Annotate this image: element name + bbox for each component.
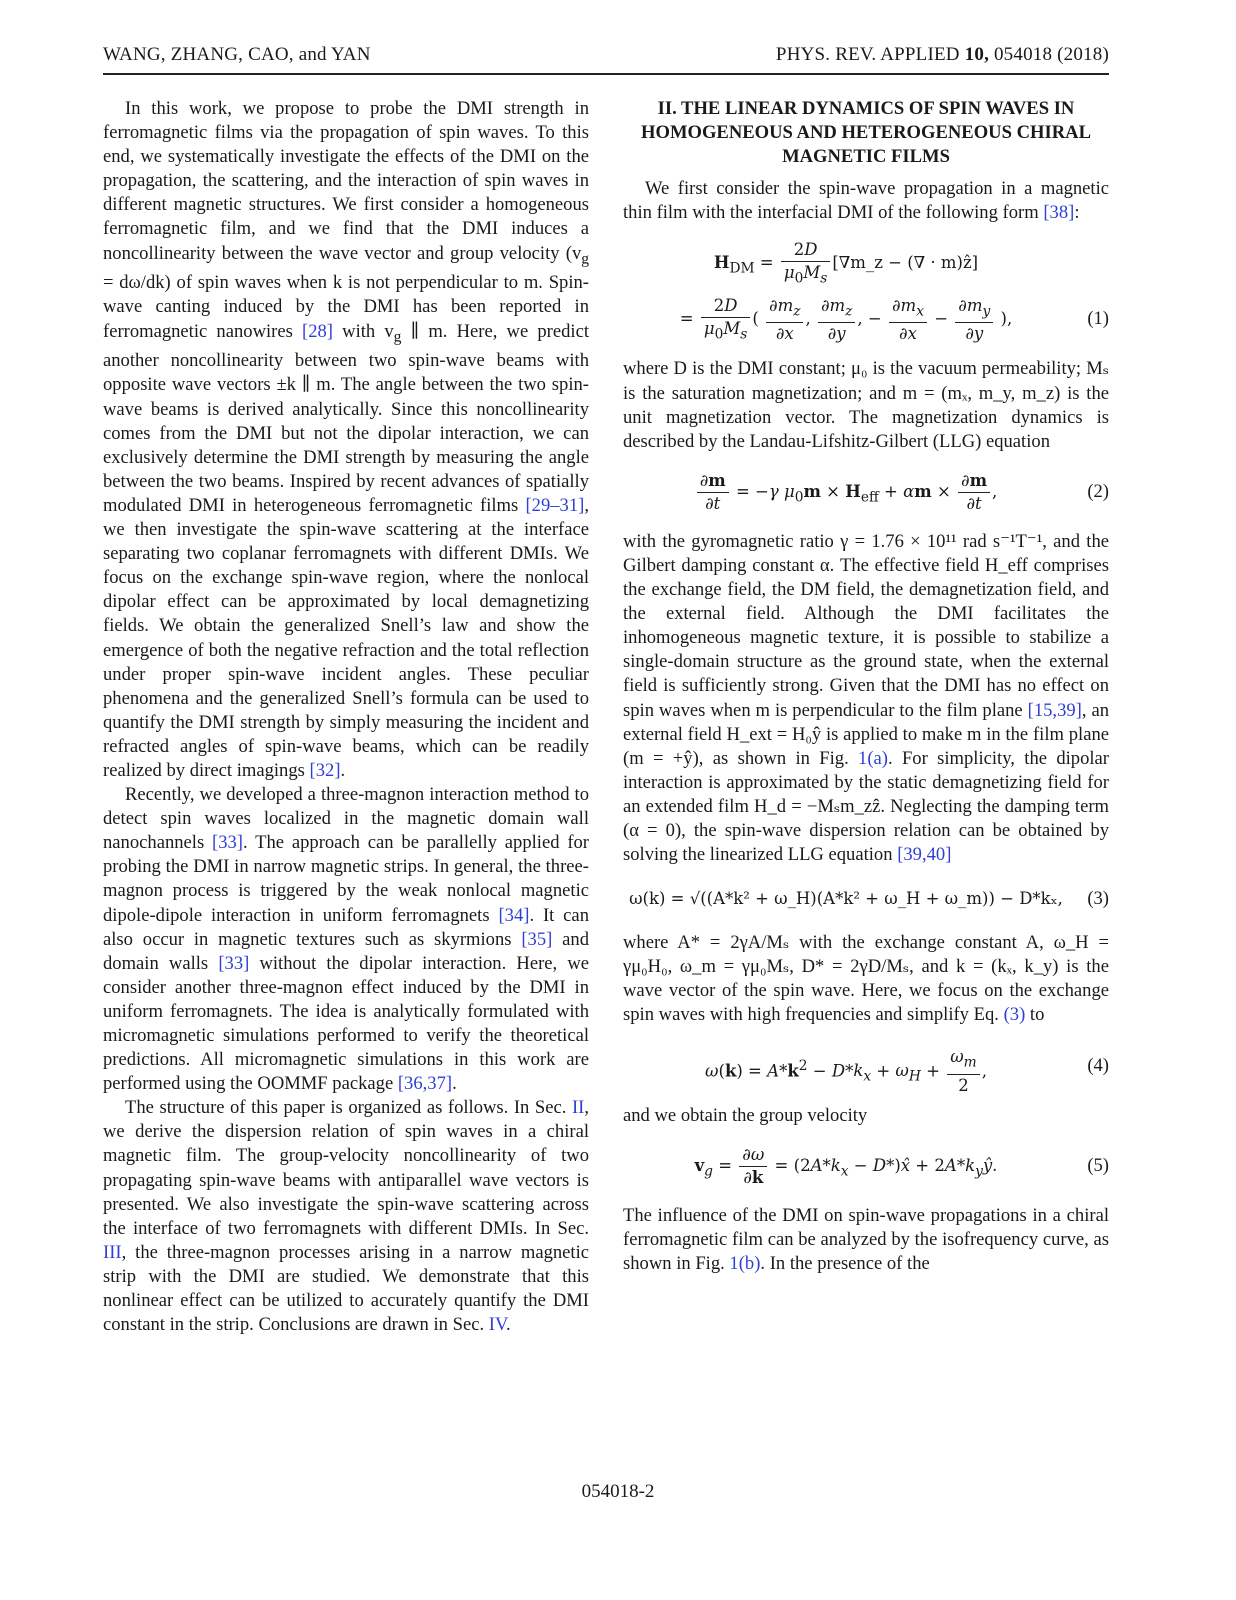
header-authors: WANG, ZHANG, CAO, and YAN: [103, 44, 371, 65]
ref-link[interactable]: [33]: [212, 832, 243, 854]
ref-link[interactable]: [35]: [521, 928, 553, 950]
equation-number: (2): [1087, 480, 1109, 502]
ref-link[interactable]: 39]: [1057, 699, 1082, 721]
equation-1: $H_{DM}$ = $\frac{2D}{\mu_0M_s}$ [∇m_z − (∇ · m)ẑ] = $\frac{2D}{\mu_0M_s}$ ( $\frac{\partial m_z}{\partial x}$ , $\frac{\partial m_z}{\partial y}$ , − $\frac{\partial m_x}{\partial x}$ − $\frac{\partial m_y}{\partial y}$ ), (1): [623, 235, 1109, 347]
paragraph-parameters: where A* = 2γA/Mₛ with the exchange constant A, ω_H = γμ₀H₀, ω_m = γμ₀Mₛ, D* = 2γD/Mₛ, and k = (kₓ, k_y) is the wave vector of the spin wave. Here, we focus on the exchange spin waves with high frequencies and simplify Eq. (3) to: [623, 932, 1109, 1026]
ref-link[interactable]: [29–31]: [525, 494, 585, 516]
left-column: [103, 97, 589, 1337]
ref-link[interactable]: [36,: [397, 1073, 428, 1095]
section-link[interactable]: II: [571, 1097, 585, 1119]
paragraph-dmi-form: We first consider the spin-wave propagation in a magnetic thin film with the interfacial DMI of the following form [38]:: [623, 178, 1109, 224]
section-link[interactable]: III: [103, 1241, 122, 1263]
ref-link[interactable]: [39,: [897, 844, 927, 866]
equation-number: (3): [1087, 888, 1109, 910]
ref-link[interactable]: [28]: [302, 320, 333, 342]
section-heading: II. THE LINEAR DYNAMICS OF SPIN WAVES IN HOMOGENEOUS AND HETEROGENEOUS CHIRAL MAGNETIC FILMS: [641, 98, 1091, 168]
ref-link[interactable]: [32]: [309, 759, 341, 781]
equation-3: ω(k) = √((A*k² + ω_H)(A*k² + ω_H + ω_m)) − D*kₓ, (3): [623, 877, 1109, 921]
paragraph-structure: The structure of this paper is organized as follows. In Sec. II, we derive the dispersion relation of spin waves in a chiral magnetic film. The group-velocity noncollinearity of two propagating spin-wave beams with antiparallel wave vectors is presented. We also investigate the spin-wave scattering across the interface of two ferromagnets with different DMIs. In Sec. III, the three-magnon processes arising in a narrow magnetic strip with the DMI are studied. We demonstrate that this nonlinear effect can be utilized to accurately quantify the DMI constant in the strip. Conclusions are drawn in Sec. IV.: [103, 1097, 589, 1336]
equation-number: (5): [1087, 1154, 1109, 1176]
ref-link[interactable]: [33]: [218, 952, 250, 974]
paragraph-llg: with the gyromagnetic ratio γ = 1.76 × 10¹¹ rad s⁻¹T⁻¹, and the Gilbert damping constant α. The effective field H_eff comprises the exchange field, the DM field, the demagnetization field, and the external field. Although the DMI facilitates the inhomogeneous magnetic texture, it is possible to stabilize a single-domain structure as the ground state, when the external field is sufficiently strong. Given that the DMI has no effect on spin waves when m is perpendicular to the film plane [15,39], an external field H_ext = H₀ŷ is applied to make m in the film plane (m = +ŷ), as shown in Fig. 1(a). For simplicity, the dipolar interaction is approximated by the static demagnetizing field for an extended film H_d = −Mₛm_zẑ. Neglecting the damping term (α = 0), the spin-wave dispersion relation can be obtained by solving the linearized LLG equation [39,40]: [623, 530, 1109, 866]
equation-number: (4): [1087, 1054, 1109, 1076]
paragraph-definitions: where D is the DMI constant; μ₀ is the vacuum permeability; Mₛ is the saturation magnetization; and m = (mₓ, m_y, m_z) is the unit magnetization vector. The magnetization dynamics is described by the Landau-Lifshitz-Gilbert (LLG) equation: [623, 358, 1109, 452]
equation-number: (1): [1087, 308, 1109, 330]
equation-link[interactable]: (3): [1003, 1004, 1026, 1026]
ref-link[interactable]: 37]: [427, 1073, 453, 1095]
page-number: 054018-2: [581, 1481, 655, 1502]
ref-link[interactable]: 40]: [926, 844, 952, 866]
section-link[interactable]: IV: [488, 1314, 506, 1336]
header-citation: PHYS. REV. APPLIED 10, 054018 (2018): [775, 44, 1109, 65]
equation-4: $\omega(k) = A*k^2 - D*k_x + \omega_H$ + $\frac{\omega_m}{2}$ , (4): [623, 1038, 1109, 1094]
ref-link[interactable]: [38]: [1043, 202, 1075, 224]
equation-2: $\frac{\partial m}{\partial t}$ = −γ $\mu_0m \times H_{eff} + \alpha m$ × $\frac{\partial m}{\partial t}$ , (2): [623, 464, 1109, 520]
paragraph-isofrequency: The influence of the DMI on spin-wave propagations in a chiral ferromagnetic film can be analyzed by the isofrequency curve, as shown in Fig. 1(b). In the presence of the: [623, 1204, 1109, 1274]
ref-link[interactable]: [34]: [498, 904, 530, 926]
ref-link[interactable]: [15,: [1027, 699, 1058, 721]
paragraph-three-magnon: Recently, we developed a three-magnon interaction method to detect spin waves localized in the magnetic domain wall nanochannels [33]. The approach can be parallelly applied for probing the DMI in narrow magnetic strips. In general, the three-magnon process is triggered by the weak nonlocal magnetic dipole-dipole interaction in uniform ferromagnets [34]. It can also occur in magnetic textures such as skyrmions [35] and domain walls [33] without the dipolar interaction. Here, we consider another three-magnon effect induced by the DMI in uniform ferromagnets. The idea is analytically formulated with micromagnetic simulations performed to verify the theoretical predictions. All micromagnetic simulations in this work are performed using the OOMMF package [36,37].: [103, 784, 589, 1095]
header-rule: [103, 73, 1109, 75]
figure-link[interactable]: 1(a): [858, 747, 888, 769]
running-header: [103, 44, 1109, 68]
figure-link[interactable]: 1(b): [729, 1252, 761, 1274]
right-column: [623, 97, 1109, 1276]
paragraph-group-velocity: and we obtain the group velocity: [623, 1104, 868, 1126]
paragraph-intro: In this work, we propose to probe the DMI strength in ferromagnetic films via the propagation of spin waves. To this end, we systematically investigate the effects of the DMI on the propagation, the scattering, and the interaction of spin waves in different magnetic structures. We first consider a homogeneous ferromagnetic film, and we find that the DMI induces a noncollinearity between the wave vector and group velocity $(v_g = d\omega/dk)$ of spin waves when k is not perpendicular to m. Spin-wave canting induced by the DMI has been reported in ferromagnetic nanowires [28] with $v_g$ ∥ m. Here, we predict another noncollinearity between two spin-wave beams with opposite wave vectors ±k ∥ m. The angle between the two spin-wave beams is derived analytically. Since this noncollinearity comes from the DMI but not the dipolar interaction, we can exclusively determine the DMI strength by measuring the angle between the two beams. Inspired by recent advances of spatially modulated DMI in heterogeneous ferromagnetic films [29–31], we then investigate the spin-wave scattering at the interface separating two coplanar ferromagnets with different DMIs. We focus on the exchange spin-wave region, where the nonlocal dipolar effect can be approximated by local demagnetizing fields. We obtain the generalized Snell’s law and show the emergence of both the negative refraction and the total reflection under proper spin-wave incident angles. These peculiar phenomena and the generalized Snell’s formula can be used to quantify the DMI strength by simply measuring the incident and refracted angles of spin-wave beams, which can be readily realized by direct imagings [32].: [103, 98, 589, 781]
equation-5: $v_g$ = $\frac{\partial\omega}{\partial k}$ = ($2A*k_x$ − D*)x̂ + $2A*k_yŷ$. (5): [623, 1138, 1109, 1194]
